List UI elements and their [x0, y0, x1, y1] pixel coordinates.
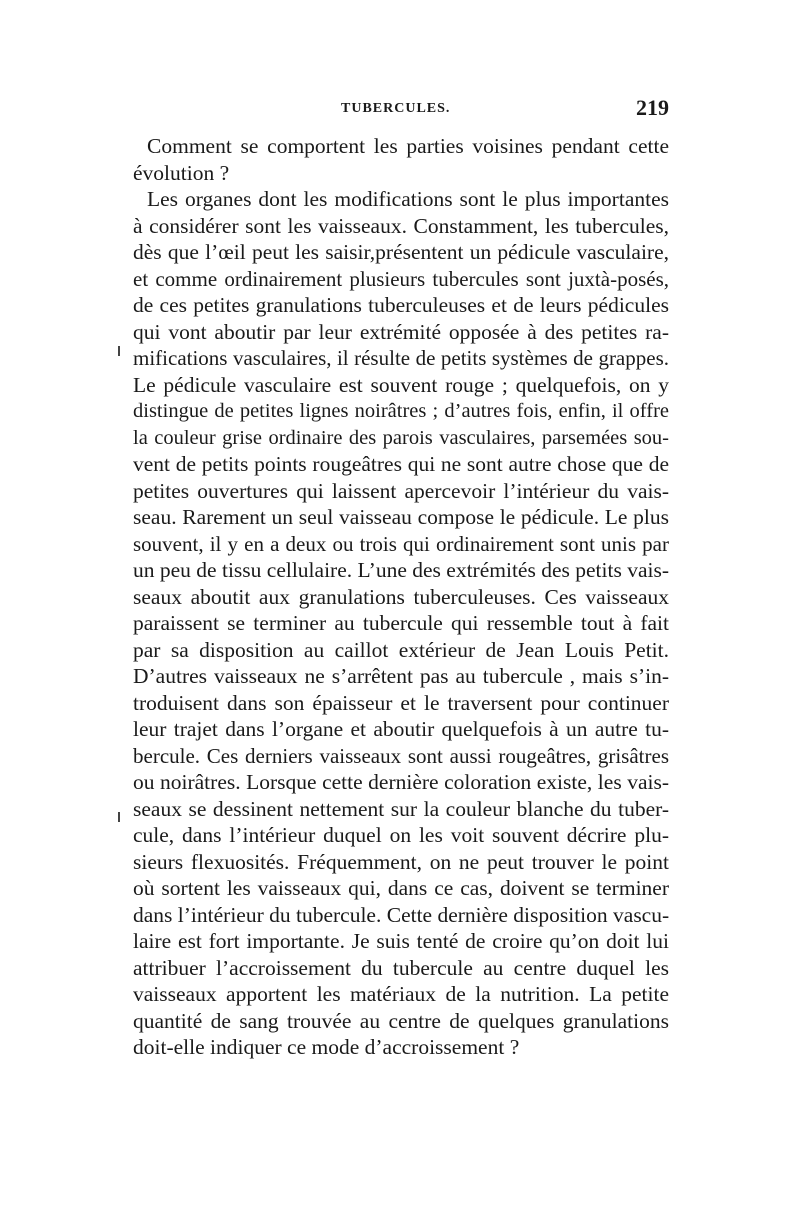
text-line: par sa disposition au caillot extérieur de Jean Louis Petit. — [133, 637, 669, 662]
text-line: cule, dans l’intérieur duquel on les voit souvent décrire plu- — [133, 823, 669, 847]
text-line: mifications vasculaires, il résulte de petits systèmes de grappes. — [133, 346, 669, 370]
text-line: souvent, il y en a deux ou trois qui ordinairement sont unis par — [133, 531, 669, 556]
text-line: troduisent dans son épaisseur et le traversent pour continuer — [133, 690, 669, 715]
text-line: bercule. Ces derniers vaisseaux sont aussi rougeâtres, grisâtres — [133, 743, 669, 768]
text-line: distingue de petites lignes noirâtres ; d’autres fois, enfin, il offre — [133, 400, 669, 422]
text-line: D’autres vaisseaux ne s’arrêtent pas au tubercule , mais s’in- — [133, 664, 669, 688]
text-line: leur trajet dans l’organe et aboutir quelquefois à un autre tu- — [133, 717, 669, 741]
margin-mark — [118, 812, 120, 822]
text-line: Le pédicule vasculaire est souvent rouge ; quelquefois, on y — [133, 372, 669, 397]
text-line: vent de petits points rougeâtres qui ne sont autre chose que de — [133, 452, 669, 476]
text-line: évolution ? — [133, 160, 230, 185]
text-line: de ces petites granulations tuberculeuses et de leurs pédicules — [133, 293, 669, 317]
text-line: dès que l’œil peut les saisir,présentent un pédicule vasculaire, — [133, 240, 669, 264]
text-line: et comme ordinairement plusieurs tubercules sont juxtà-posés, — [133, 266, 669, 291]
text-line: Comment se comportent les parties voisines pendant cette — [147, 134, 669, 158]
text-line: petites ouvertures qui laissent apercevoir l’intérieur du vais- — [133, 478, 669, 503]
text-line: paraissent se terminer au tubercule qui ressemble tout à fait — [133, 611, 669, 635]
text-line: sieurs flexuosités. Fréquemment, on ne peut trouver le point — [133, 849, 669, 874]
text-line: attribuer l’accroissement du tubercule au centre duquel les — [133, 955, 669, 980]
text-line: dans l’intérieur du tubercule. Cette dernière disposition vascu- — [133, 902, 669, 927]
text-line: ou noirâtres. Lorsque cette dernière coloration existe, les vais- — [133, 770, 669, 794]
running-head: TUBERCULES. — [341, 101, 451, 116]
text-line: un peu de tissu cellulaire. L’une des extrémités des petits vais- — [133, 558, 669, 582]
text-line: vaisseaux apportent les matériaux de la nutrition. La petite — [133, 982, 669, 1006]
page-header — [133, 97, 669, 127]
text-line: quantité de sang trouvée au centre de quelques granulations — [133, 1008, 669, 1033]
page-number: 219 — [636, 95, 669, 120]
text-line: où sortent les vaisseaux qui, dans ce cas, doivent se terminer — [133, 876, 669, 900]
text-line: seaux se dessinent nettement sur la couleur blanche du tuber- — [133, 796, 669, 821]
body-text — [133, 133, 669, 1061]
text-line: qui vont aboutir par leur extrémité opposée à des petites ra- — [133, 319, 669, 344]
text-line: Les organes dont les modifications sont le plus importantes — [147, 187, 669, 211]
text-line: doit-elle indiquer ce mode d’accroissement ? — [133, 1035, 520, 1059]
text-line: à considérer sont les vaisseaux. Constamment, les tubercules, — [133, 213, 669, 238]
text-line: seau. Rarement un seul vaisseau compose le pédicule. Le plus — [133, 505, 669, 529]
text-line: la couleur grise ordinaire des parois vasculaires, parsemées sou- — [133, 426, 669, 449]
margin-mark — [118, 346, 120, 356]
text-line: seaux aboutit aux granulations tuberculeuses. Ces vaisseaux — [133, 584, 669, 609]
text-line: laire est fort importante. Je suis tenté de croire qu’on doit lui — [133, 929, 669, 953]
